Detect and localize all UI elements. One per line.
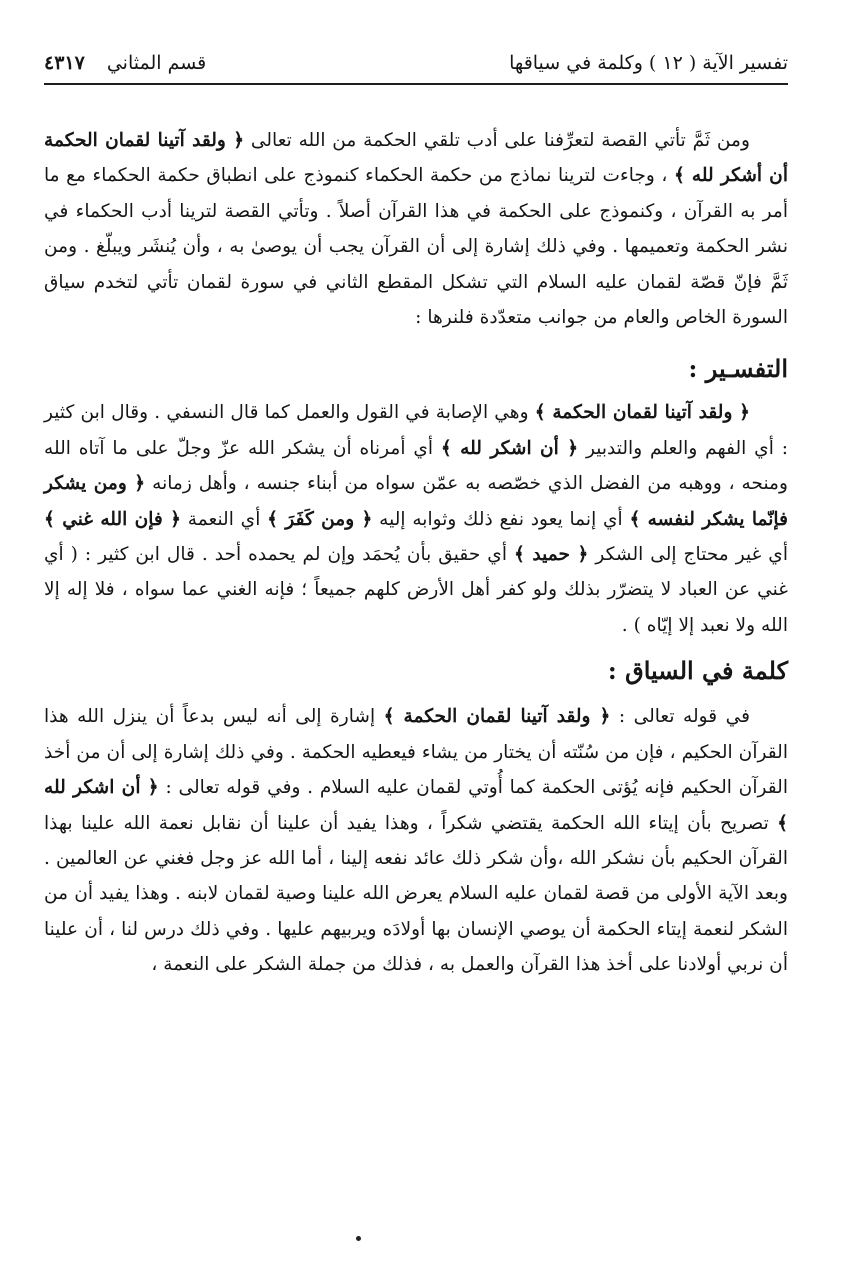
quran-verse: ﴿ أن اشكر لله ﴾ (44, 777, 788, 834)
quran-verse: ﴿ فإن الله غني ﴾ (44, 508, 182, 530)
quran-verse: ﴿ ولقد آتينا لقمان الحكمة ﴾ (534, 402, 751, 424)
header-left-group (44, 48, 206, 78)
tafsir-text-5: أي غير محتاج إلى الشكر (588, 544, 788, 566)
tafsir-paragraph (44, 395, 788, 643)
quran-verse: ﴿ حميد ﴾ (513, 544, 589, 566)
tafsir-text-3: أي إنما يعود نفع ذلك وثوابه إليه (372, 508, 630, 530)
context-text-3: تصريح بأن إيتاء الله الحكمة يقتضي شكراً ، وهذا يفيد أن علينا أن نقابل نعمة الله علينا بهذا القرآن الحكيم بأن نشكر الله ،وأن شكر ذلك عائد نفعه إلينا ، أما الله عز وجل فغني عن العالمين . وبعد الآية الأولى من قصة لقمان عليه السلام يعرض الله علينا وصية لقمان لابنه . وهذا يفيد أن من الشكر لنعمة إيتاء الحكمة أن يوصي الإنسان بها أولادَه ويربيهم عليها . وفي ذلك درس لنا ، أن علينا أن نربي أولادنا على أخذ هذا القرآن والعمل به ، فذلك من جملة الشكر على النعمة ، (44, 812, 788, 976)
tafsir-text-2: أي أمرناه أن يشكر الله عزّ وجلّ على ما آتاه الله ومنحه ، ووهبه من الفضل الذي خصّصه به عمّن سواه من أبناء جنسه ، وأهل زمانه (44, 437, 788, 495)
tafsir-text-1: وهي الإصابة في القول والعمل كما قال النسفي . وقال ابن كثير : أي الفهم والعلم والتدبير (44, 402, 788, 459)
intro-text-2: ، وجاءت لترينا نماذج من حكمة الحكماء كنموذج على انطباق حكمة الحكماء مع ما أمر به القرآن ، وكنموذج على الحكمة في هذا القرآن أصلاً . وتأتي القصة لترينا أدب الحكماء في نشر الحكمة وتعميمها . وفي ذلك إشارة إلى أن القرآن يجب أن يوصىٰ به ، وأن يُنشَر ويبلّغ . ومن ثَمَّ فإنّ قصّة لقمان عليه السلام التي تشكل المقطع الثاني في سورة لقمان تأتي لتخدم سياق السورة الخاص والعام من جوانب متعدّدة فلنرها : (44, 165, 788, 329)
context-text-1: في قوله تعالى : (610, 706, 750, 728)
tafsir-text-4: أي النعمة (181, 508, 268, 530)
tafsir-text-6: أي حقيق بأن يُحمَد وإن لم يحمده أحد . قال ابن كثير : ( أي غني عن العباد لا يتضرّر بذلك ولو كفر أهل الأرض كلهم جميعاً ؛ فإنه الغني عما سواه ، فلا إله إلا الله ولا نعبد إلا إيّاه ) . (44, 544, 788, 636)
footer-dot (356, 1236, 361, 1241)
intro-text-1: ومن ثَمَّ تأتي القصة لتعرِّفنا على أدب تلقي الحكمة من الله تعالى (244, 130, 750, 151)
quran-verse: ﴿ ومن يشكر فإنّما يشكر لنفسه ﴾ (44, 473, 788, 530)
quran-verse: ﴿ أن اشكر لله ﴾ (440, 437, 579, 459)
page (44, 48, 788, 983)
tafsir-heading: التفسـير : (688, 354, 788, 384)
quran-verse: ﴿ ولقد آتينا لقمان الحكمة ﴾ (383, 706, 611, 728)
running-header (44, 48, 788, 80)
quran-verse: ﴿ ومن كَفَرَ ﴾ (267, 508, 373, 530)
header-title: تفسير الآية ( ١٢ ) وكلمة في سياقها (509, 52, 788, 74)
quran-verse: ﴿ ولقد آتينا لقمان الحكمة أن أشكر لله ﴾ (44, 130, 789, 187)
page-number: ٤٣١٧ (44, 52, 85, 74)
intro-paragraph (44, 123, 788, 335)
context-text-2: إشارة إلى أنه ليس بدعاً أن ينزل الله هذا القرآن الحكيم ، فإن من سُنّته أن يختار من يشاء فيعطيه الحكمة . وفي ذلك إشارة إلى أن من أخذ القرآن الحكيم فإنه يُؤتى الحكمة كما أُوتي لقمان عليه السلام . وفي قوله تعالى : (44, 706, 788, 799)
header-section: قسم المثاني (106, 52, 207, 74)
context-paragraph (44, 699, 788, 982)
context-heading: كلمة في السياق : (607, 656, 788, 686)
header-rule (44, 83, 788, 85)
